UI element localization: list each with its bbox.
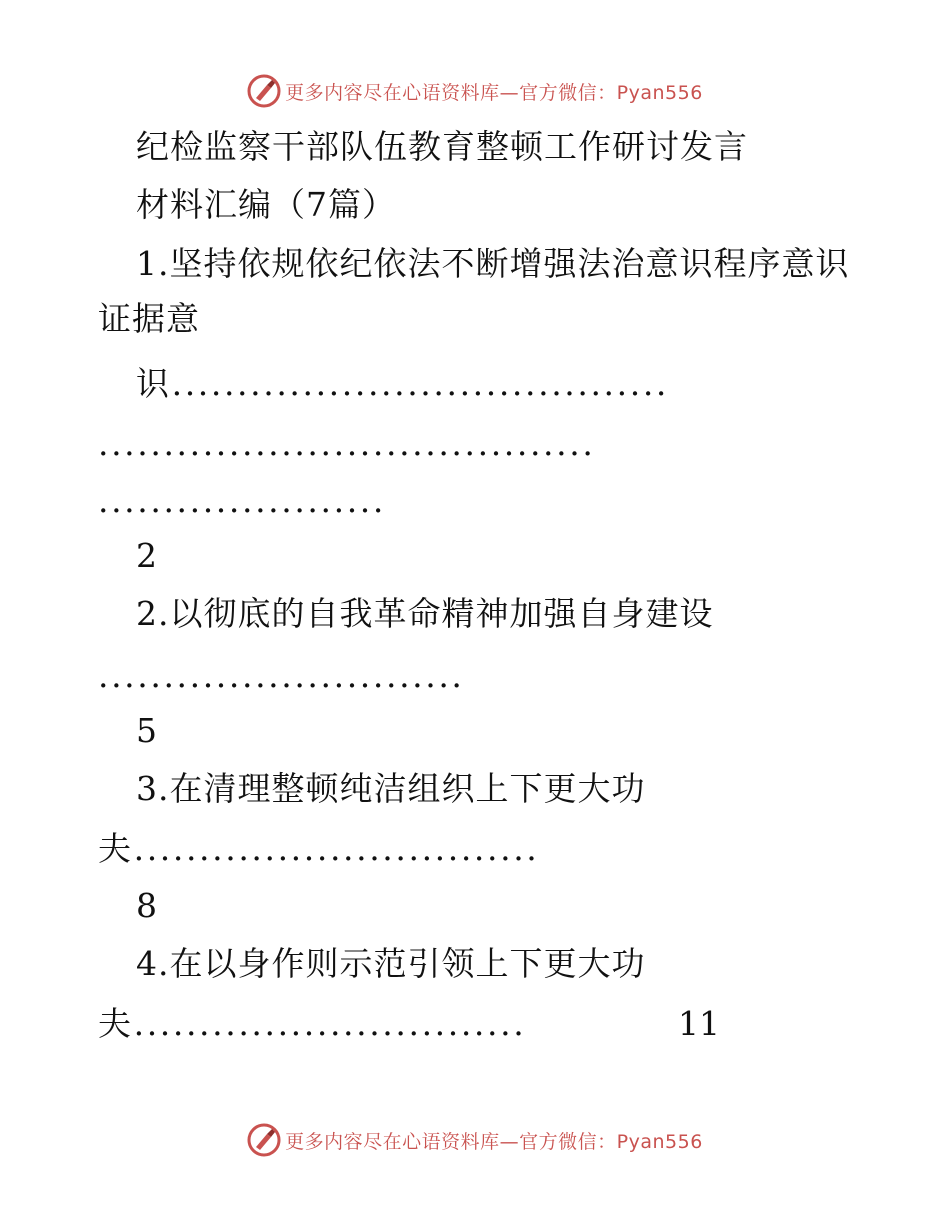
header-watermark-banner (0, 71, 950, 111)
toc-item-2-leader: ............................ (98, 656, 465, 695)
toc-item-1-heading: 1.坚持依规依纪依法不断增强法治意识程序意识 (136, 244, 850, 283)
watermark-text: 更多内容尽在心语资料库—官方微信：Pyan556 (285, 81, 703, 104)
pen-logo-icon (247, 1123, 281, 1157)
toc-item-2-page: 5 (136, 711, 157, 750)
toc-item-3-leader: 夫............................... (98, 829, 540, 868)
toc-item-1-page: 2 (136, 536, 157, 575)
toc-item-1-heading-cont: 证据意 (98, 299, 200, 338)
document-title-line-1: 纪检监察干部队伍教育整顿工作研讨发言 (136, 127, 748, 166)
document-title-line-2: 材料汇编（7篇） (136, 185, 396, 224)
toc-item-4-page: 11 (678, 1004, 720, 1043)
toc-item-2-heading: 2.以彻底的自我革命精神加强自身建设 (136, 594, 714, 633)
watermark-text: 更多内容尽在心语资料库—官方微信：Pyan556 (285, 1130, 703, 1153)
toc-item-1-leader: 识...................................... (136, 364, 670, 403)
toc-item-4-leader: 夫.............................. (98, 1004, 527, 1043)
toc-item-3-heading: 3.在清理整顿纯洁组织上下更大功 (136, 769, 646, 808)
toc-item-1-leader-end: ...................... (98, 481, 386, 520)
pen-logo-icon (247, 74, 281, 108)
footer-watermark-banner (0, 1120, 950, 1160)
toc-item-3-page: 8 (136, 886, 157, 925)
toc-item-4-heading: 4.在以身作则示范引领上下更大功 (136, 944, 646, 983)
toc-item-1-leader-cont: ...................................... (98, 424, 596, 463)
